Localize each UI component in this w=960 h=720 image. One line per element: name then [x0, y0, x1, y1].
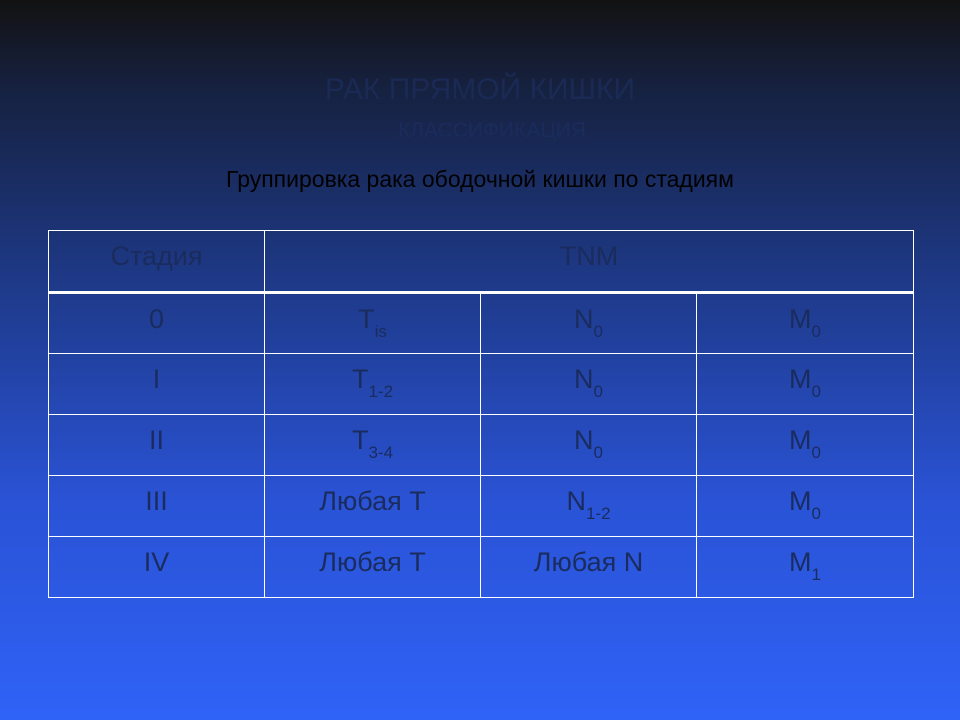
t-value: T: [351, 364, 369, 394]
stage-value: 0: [148, 304, 165, 334]
table-header-row: [49, 231, 914, 293]
cell-m: [697, 476, 914, 537]
m-value: M: [789, 364, 812, 394]
m-subscript: 1: [811, 565, 821, 584]
slide-title: РАК ПРЯМОЙ КИШКИ: [324, 73, 636, 106]
n-subscript: 0: [593, 322, 603, 341]
table-caption: Группировка рака ободочной кишки по стадиям: [226, 166, 734, 192]
table-row: [49, 415, 914, 476]
cell-stage: [49, 415, 265, 476]
m-subscript: 0: [811, 443, 821, 462]
t-subscript: 1-2: [368, 382, 394, 401]
cell-n: [481, 293, 697, 354]
n-value: Любая N: [533, 547, 644, 577]
t-value: Любая T: [319, 547, 426, 577]
cell-stage: [49, 354, 265, 415]
cell-stage: [49, 293, 265, 354]
table-row: [49, 476, 914, 537]
n-subscript: 1-2: [585, 504, 611, 523]
m-value: M: [789, 486, 812, 516]
cell-m: [697, 537, 914, 598]
cell-stage: [49, 537, 265, 598]
cell-m: [697, 415, 914, 476]
n-value: N: [574, 364, 594, 394]
n-value: N: [566, 486, 586, 516]
t-subscript: 3-4: [368, 443, 394, 462]
header-tnm: TNM: [265, 231, 914, 293]
header-stage: Стадия: [49, 231, 265, 293]
t-value: Любая T: [319, 486, 426, 516]
stage-value: II: [148, 425, 164, 455]
n-value: N: [574, 425, 594, 455]
stage-value: IV: [143, 547, 170, 577]
cell-m: [697, 354, 914, 415]
cell-t: [265, 293, 481, 354]
m-subscript: 0: [811, 504, 821, 523]
cell-n: [481, 415, 697, 476]
stage-value: III: [145, 486, 168, 516]
n-subscript: 0: [593, 382, 603, 401]
cell-n: [481, 354, 697, 415]
t-subscript: is: [374, 322, 387, 341]
t-value: T: [358, 304, 375, 334]
m-value: M: [789, 547, 812, 577]
stage-value: I: [152, 364, 161, 394]
table-row: [49, 354, 914, 415]
n-subscript: 0: [593, 443, 603, 462]
table-row: [49, 537, 914, 598]
t-value: T: [351, 425, 369, 455]
cell-t: [265, 415, 481, 476]
cell-m: [697, 293, 914, 354]
table-row: [49, 293, 914, 354]
n-value: N: [574, 304, 594, 334]
cell-n: [481, 537, 697, 598]
cell-t: [265, 354, 481, 415]
slide-subtitle: КЛАССИФИКАЦИЯ: [397, 119, 587, 142]
m-subscript: 0: [811, 382, 821, 401]
cell-n: [481, 476, 697, 537]
cell-t: [265, 537, 481, 598]
stage-grouping-table: [48, 230, 914, 598]
cell-stage: [49, 476, 265, 537]
m-value: M: [789, 304, 812, 334]
m-subscript: 0: [811, 322, 821, 341]
cell-t: [265, 476, 481, 537]
m-value: M: [789, 425, 812, 455]
